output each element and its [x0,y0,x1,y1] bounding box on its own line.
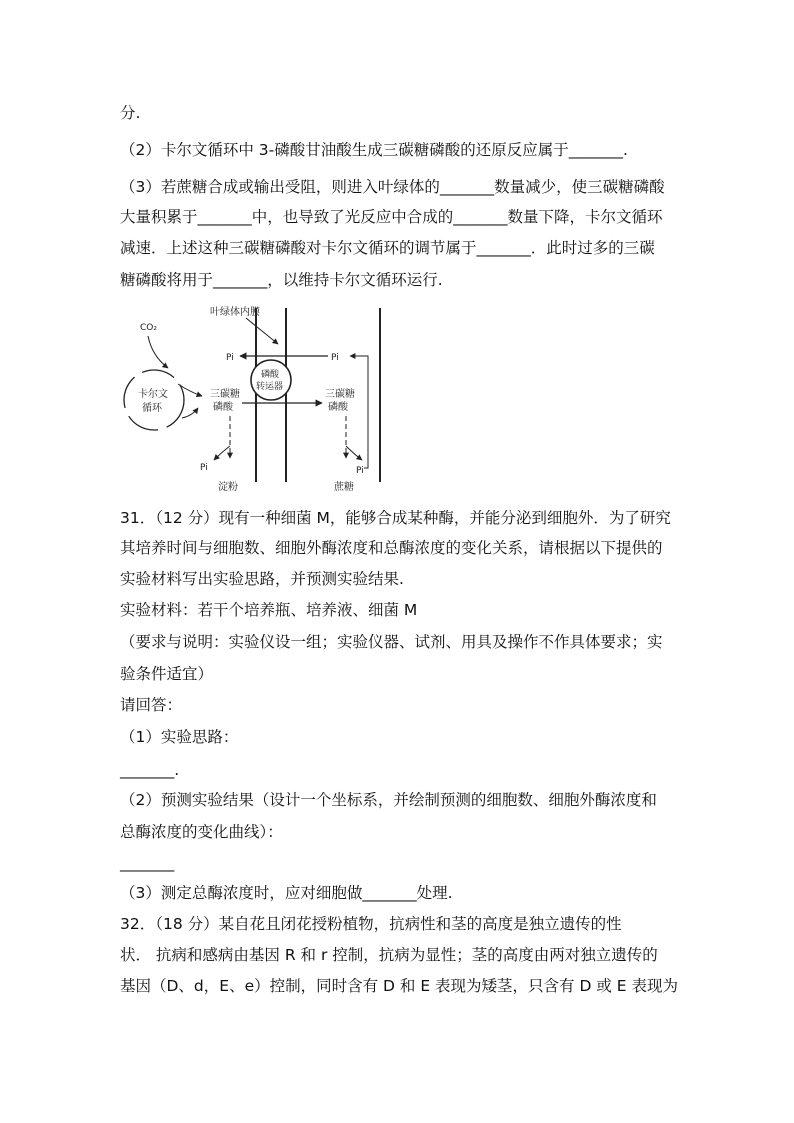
pi-release-arrow [346,446,362,460]
answer-blank: _______ [120,854,175,872]
text-line: （2）预测实验结果（设计一个坐标系，并绘制预测的细胞数、细胞外酶浓度和 [120,791,657,809]
calvin-cycle-circle [124,370,184,430]
triose-phosphate-label: 磷酸 [328,402,348,413]
chloroplast-diagram [118,300,418,500]
text-line: （3）测定总酶浓度时，应对细胞做_______处理. [120,884,453,902]
text-line: （1）实验思路： [120,728,239,746]
pi-recycle-arrow [350,356,368,468]
sucrose-label: 蔗糖 [334,482,354,493]
text-line: 实验材料：若干个培养瓶、培养液、细菌 M [120,601,418,619]
co2-arrow [148,336,168,368]
phosphate-transporter [251,360,291,400]
co2-label: CO₂ [140,323,157,333]
text-line: 实验材料写出实验思路，并预测实验结果. [120,570,404,588]
triose-phosphate-label: 三碳糖 [325,389,355,400]
text-line: 基因（D、d，E、e）控制，同时含有 D 和 E 表现为矮茎，只含有 D 或 E 表现为 [120,977,678,995]
text-line: 32．（18 分）某自花且闭花授粉植物，抗病性和茎的高度是独立遗传的性 [120,915,622,933]
membrane-pointer-arrow [246,318,278,344]
text-line: 31．（12 分）现有一种细菌 M，能够合成某种酶，并能分泌到细胞外．为了研究 [120,509,671,527]
triose-phosphate-label: 三碳糖 [210,389,240,400]
pi-label: Pi [200,463,208,473]
cycle-to-triose-arrow [178,384,202,396]
text-line: 状． 抗病和感病由基因 R 和 r 控制，抗病为显性；茎的高度由两对独立遗传的 [120,946,658,964]
text-line: 大量积累于_______中，也导致了光反应中合成的_______数量下降，卡尔文循环 [120,208,663,226]
cycle-return-arrow [182,408,198,418]
text-line: 减速．上述这种三碳糖磷酸对卡尔文循环的调节属于_______．此时过多的三碳 [120,239,655,257]
text-line: 其培养时间与细胞数、细胞外酶浓度和总酶浓度的变化关系，请根据以下提供的 [120,539,663,557]
membrane-label: 叶绿体内膜 [210,307,260,318]
transporter-label: 磷酸 [261,370,280,380]
text-line: 验条件适宜） [120,665,214,683]
pi-label: Pi [226,353,234,363]
text-line: 糖磷酸将用于_______，以维持卡尔文循环运行. [120,271,443,289]
pi-release-arrow [214,446,230,460]
pi-label: Pi [331,353,339,363]
answer-blank: _______. [120,761,180,779]
text-line: 总酶浓度的变化曲线）： [120,823,283,841]
pi-label: Pi [356,466,364,476]
calvin-cycle-label: 循环 [142,403,162,414]
text-line: （要求与说明：实验仪设一组；实验仪器、试剂、用具及操作不作具体要求；实 [120,633,663,651]
text-line: （3）若蔗糖合成或输出受阻，则进入叶绿体的_______数量减少，使三碳糖磷酸 [120,178,665,196]
text-line: 请回答： [120,696,183,714]
text-line: （2）卡尔文循环中 3-磷酸甘油酸生成三碳糖磷酸的还原反应属于_______. [120,141,628,159]
transporter-label: 转运器 [256,382,284,392]
calvin-cycle-label: 卡尔文 [138,389,168,400]
triose-phosphate-label: 磷酸 [213,402,233,413]
text-line: 分. [120,104,141,122]
starch-label: 淀粉 [218,482,238,493]
